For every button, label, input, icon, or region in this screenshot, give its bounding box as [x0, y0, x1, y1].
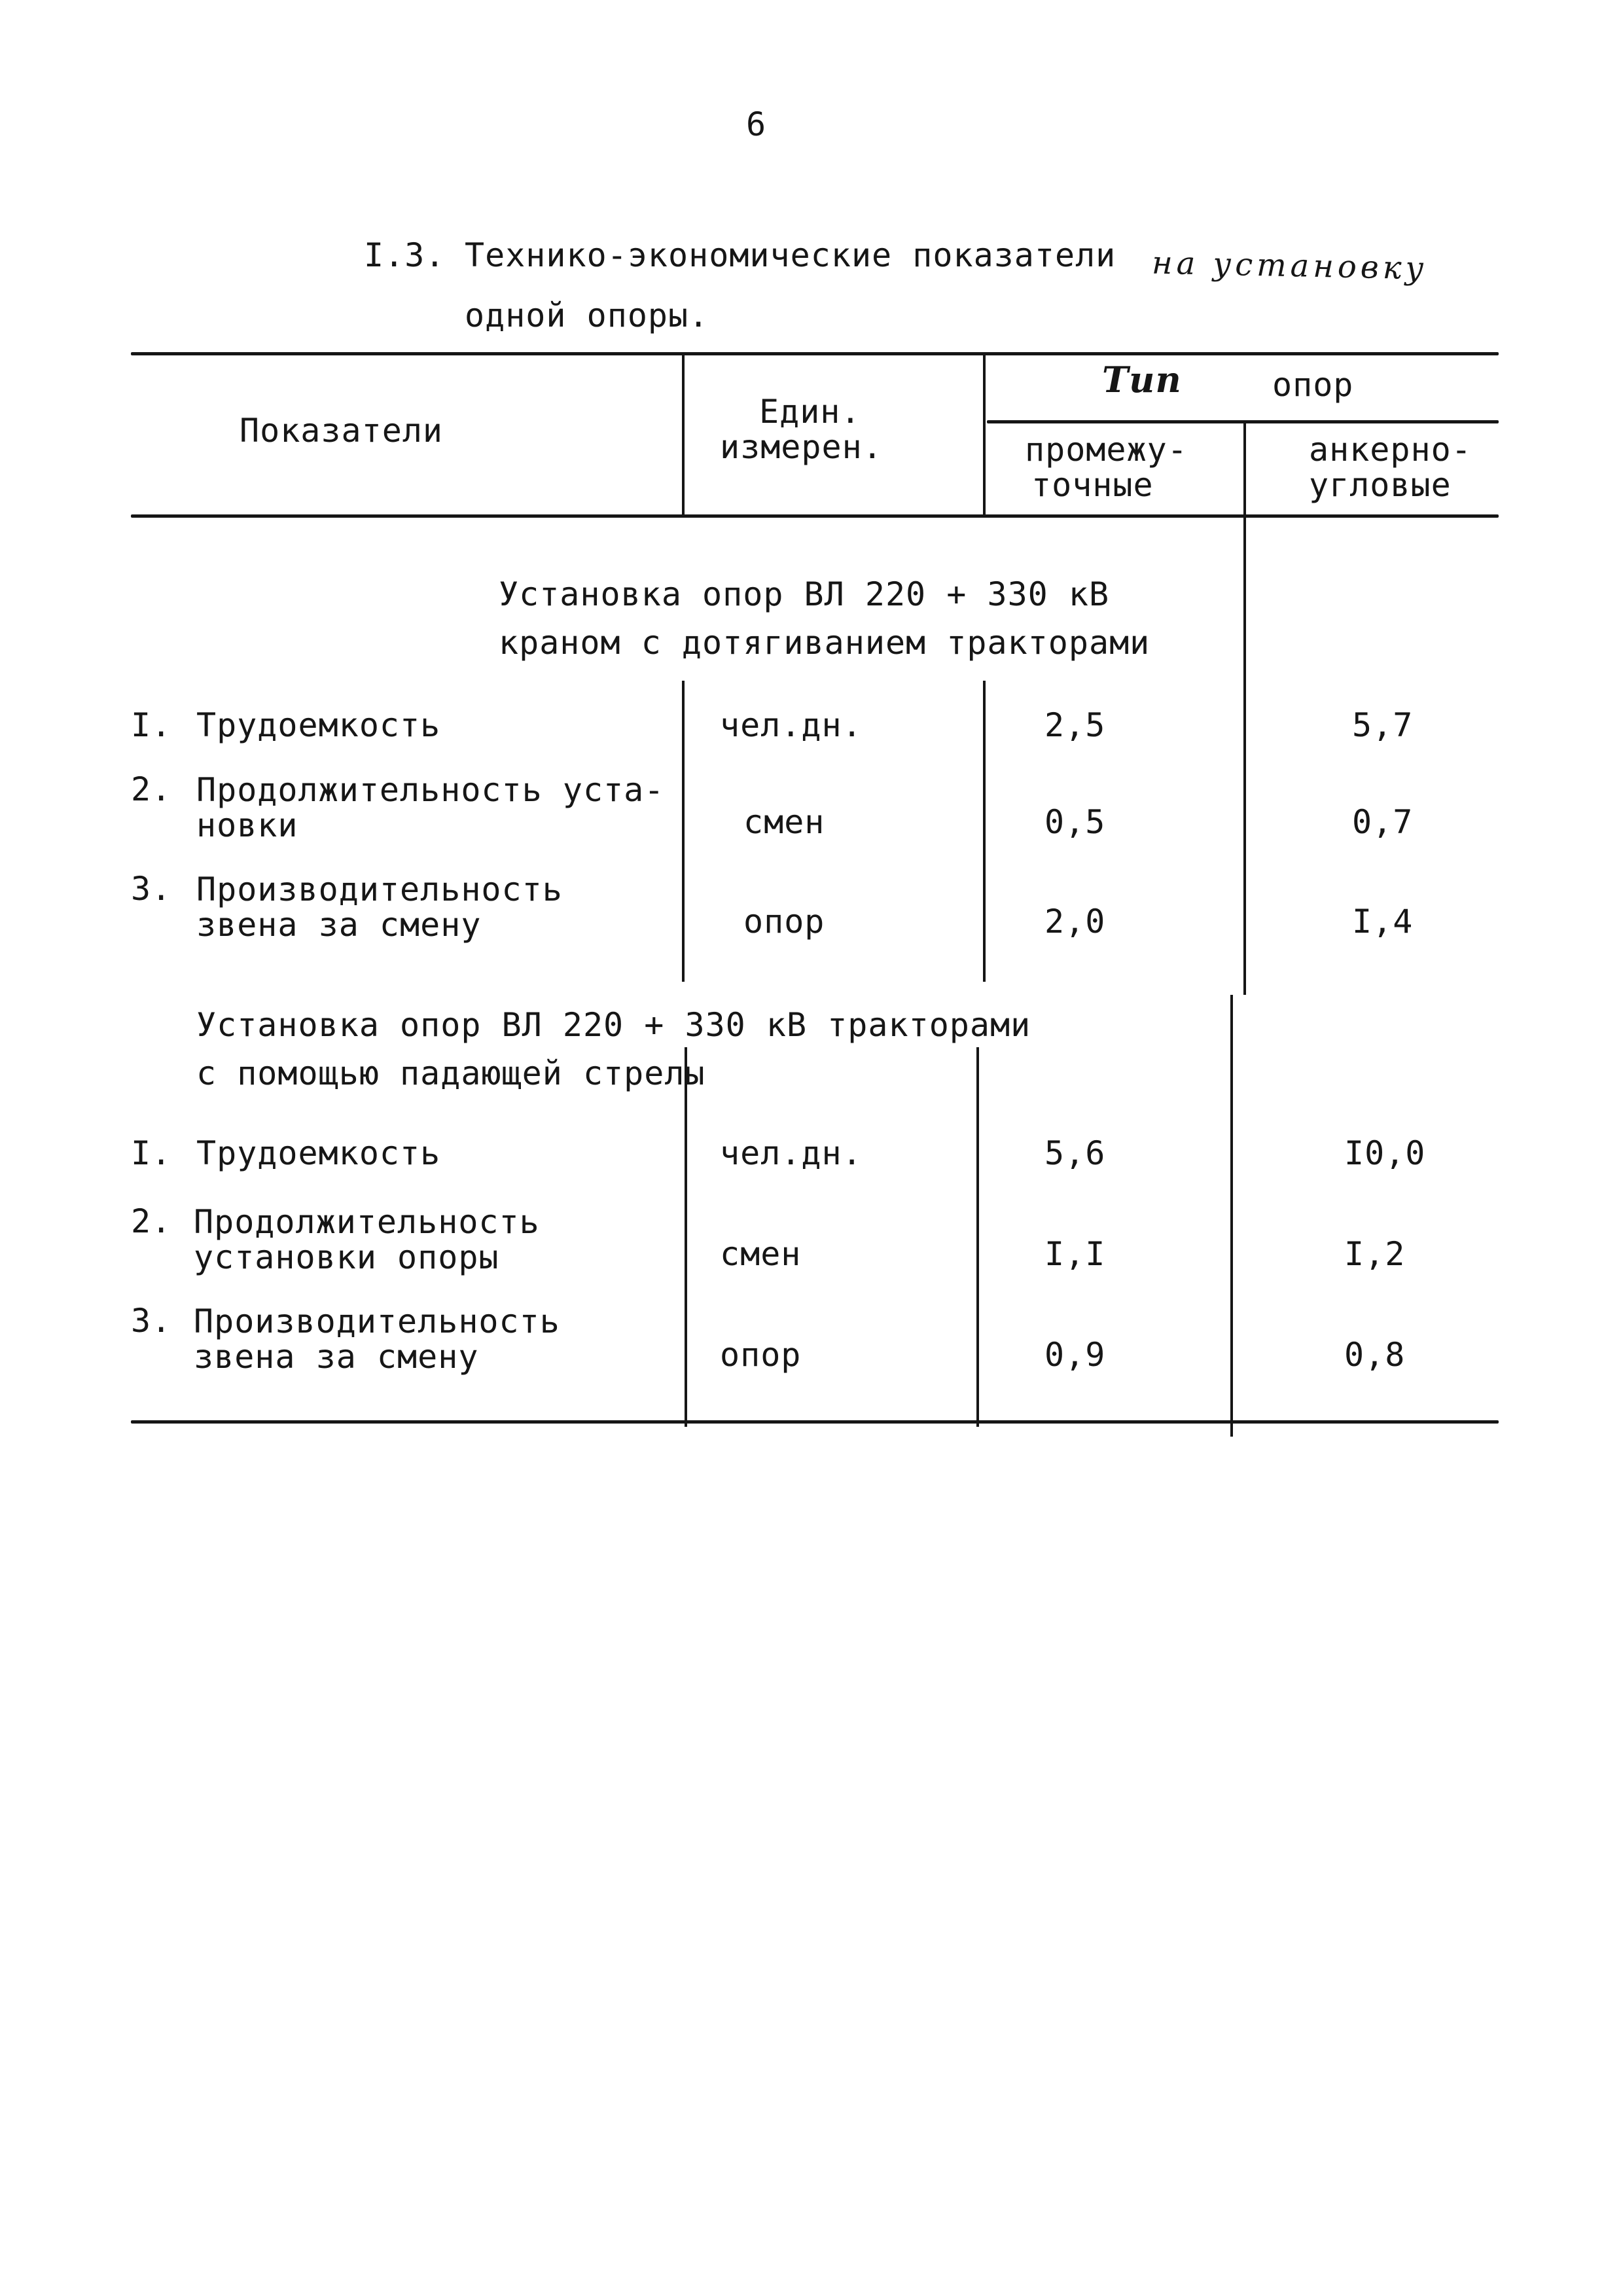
section1-title-line1: Установка опор ВЛ 220 + 330 кВ	[499, 575, 1110, 613]
row-value-intermediate: 2,5	[1044, 706, 1106, 744]
row-unit: опор	[743, 903, 825, 941]
type-group-rule	[987, 420, 1499, 423]
row-number: I.	[131, 1134, 172, 1172]
row-number: I.	[131, 706, 172, 744]
header-bottom-rule	[131, 514, 1499, 518]
row-number: 3.	[131, 870, 172, 908]
row-indicator	[196, 872, 563, 942]
header-anchor-line2: угловые	[1309, 466, 1452, 504]
row-indicator-line1: Производительность	[196, 870, 563, 908]
header-unit-line2: измерен.	[720, 428, 883, 466]
row-value-anchor: I,2	[1344, 1235, 1406, 1273]
row-value-intermediate: 2,0	[1044, 903, 1106, 941]
header-divider-2	[983, 352, 986, 517]
heading-title: Технико-экономические показатели	[465, 236, 1116, 274]
heading-title-line2: одной опоры.	[465, 296, 709, 334]
heading-number: I.3.	[364, 236, 446, 274]
row-indicator-line1: Производительность	[194, 1302, 560, 1340]
row-value-intermediate: I,I	[1044, 1235, 1106, 1273]
header-intermediate	[1025, 432, 1188, 503]
row-unit: чел.дн.	[720, 1134, 863, 1172]
table-bottom-rule	[131, 1420, 1499, 1424]
row-indicator-line2: установки опоры	[194, 1238, 499, 1276]
heading-handwritten-addition: на установку	[1151, 244, 1428, 287]
row-indicator-line1: Продолжительность уста-	[196, 771, 665, 809]
row-indicator-line2: звена за смену	[196, 906, 482, 944]
row-value-intermediate: 5,6	[1044, 1134, 1106, 1172]
row-indicator: Трудоемкость	[196, 1134, 441, 1172]
row-number: 2.	[131, 770, 172, 808]
header-divider-1	[682, 352, 685, 517]
table-top-rule	[131, 352, 1499, 355]
header-unit	[720, 394, 883, 465]
body-divider-unit-s2	[685, 1047, 687, 1427]
header-intermediate-line2: точные	[1031, 466, 1154, 504]
row-number: 3.	[131, 1302, 172, 1340]
header-unit-line1: Един.	[759, 393, 861, 431]
row-value-anchor: I,4	[1352, 903, 1414, 941]
row-value-anchor: 0,8	[1344, 1336, 1406, 1374]
row-indicator	[196, 772, 664, 843]
row-unit: опор	[720, 1336, 802, 1374]
header-type-handwritten: Тип	[1102, 359, 1182, 401]
row-indicator	[194, 1304, 560, 1374]
section2-title-line2: с помощью падающей стрелы	[196, 1054, 705, 1092]
body-divider-right-lower	[1230, 995, 1233, 1437]
header-anchor-line1: анкерно-	[1309, 431, 1472, 469]
row-value-intermediate: 0,5	[1044, 803, 1106, 841]
section2-title-line1: Установка опор ВЛ 220 + 330 кВ тракторами	[196, 1006, 1031, 1044]
header-intermediate-line1: промежу-	[1025, 431, 1188, 469]
body-divider-right-upper	[1243, 517, 1246, 995]
row-number: 2.	[131, 1202, 172, 1240]
row-value-intermediate: 0,9	[1044, 1336, 1106, 1374]
row-unit: чел.дн.	[720, 706, 863, 744]
page-number: 6	[746, 105, 767, 143]
header-divider-3	[1243, 420, 1246, 517]
body-divider-unit-s1	[682, 681, 685, 982]
row-value-anchor: 5,7	[1352, 706, 1414, 744]
body-divider-mid-s1	[983, 681, 986, 982]
header-indicators: Показатели	[240, 412, 444, 450]
row-indicator: Трудоемкость	[196, 706, 441, 744]
row-indicator-line1: Продолжительность	[194, 1203, 540, 1241]
section1-title-line2: краном с дотягиванием тракторами	[499, 624, 1150, 662]
row-unit: смен	[743, 803, 825, 841]
header-type-group: опор	[1272, 366, 1354, 404]
header-anchor	[1309, 432, 1472, 503]
row-value-anchor: 0,7	[1352, 803, 1414, 841]
row-value-anchor: I0,0	[1344, 1134, 1426, 1172]
row-indicator-line2: новки	[196, 806, 298, 844]
row-unit: смен	[720, 1235, 802, 1273]
body-divider-mid-s2	[976, 1047, 979, 1427]
row-indicator	[194, 1204, 540, 1275]
row-indicator-line2: звена за смену	[194, 1338, 479, 1376]
